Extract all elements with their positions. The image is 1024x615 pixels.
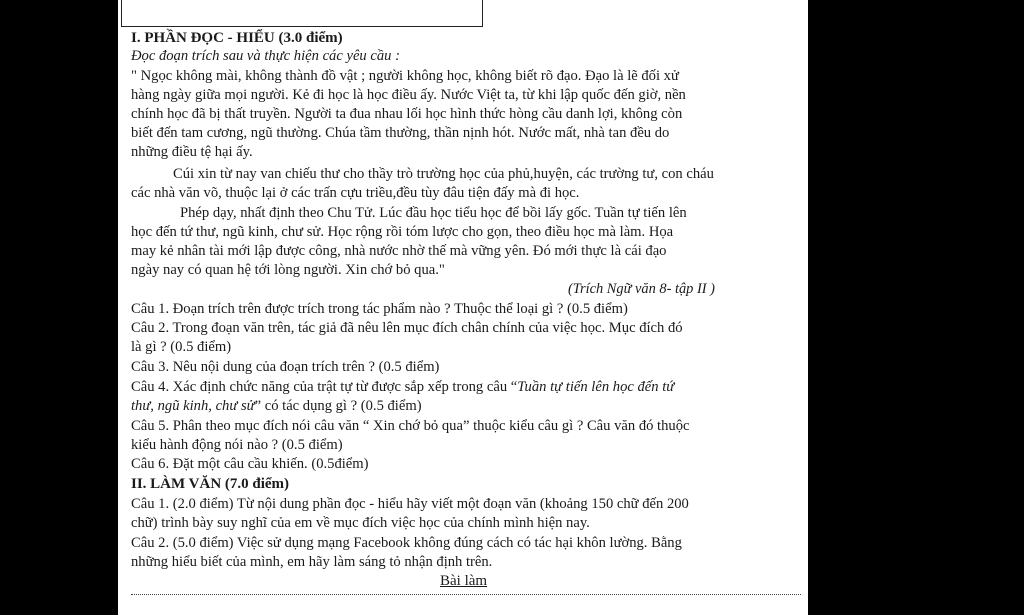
question-line: kiểu hành động nói nào ? (0.5 điểm) [131, 437, 343, 453]
essay-line: Câu 1. (2.0 điểm) Từ nội dung phần đọc - hiểu hãy viết một đoạn văn (khoảng 150 chữ đến 200 [131, 496, 689, 512]
q4-prefix: Câu 4. Xác định chức năng của trật tự từ được sắp xếp trong câu “ [131, 379, 518, 395]
passage-line: các nhà văn võ, thuộc lại ở các trấn cựu triều,đều tùy đâu tiện đấy mà đi học. [131, 185, 580, 201]
passage-line: học đến tứ thư, ngũ kinh, chư sử. Học rộng rồi tóm lược cho gọn, theo điều học mà làm. Họa [131, 224, 674, 240]
question-4-line-2 [131, 397, 422, 415]
essay-line: Câu 2. (5.0 điểm) Việc sử dụng mạng Facebook không đúng cách có tác hại khôn lường. Bằng [131, 535, 682, 551]
essay-line: chữ) trình bày suy nghĩ của em về mục đích việc học của chính mình hiện nay. [131, 515, 590, 531]
passage-line: hàng ngày giữa mọi người. Kẻ đi học là học điều ấy. Nước Việt ta, từ khi lập quốc đến giờ, nền [131, 87, 686, 103]
passage-line: Phép dạy, nhất định theo Chu Tử. Lúc đầu học tiểu học để bồi lấy gốc. Tuần tự tiến lên [180, 205, 687, 221]
question-line: Câu 3. Nêu nội dung của đoạn trích trên ? (0.5 điểm) [131, 359, 440, 375]
section2-heading: II. LÀM VĂN (7.0 điểm) [131, 476, 290, 492]
passage-line: Cúi xin từ nay van chiếu thư cho thầy trò trường học của phủ,huyện, các trường tư, con cháu [173, 166, 714, 182]
q4-suffix: ” có tác dụng gì ? (0.5 điểm) [254, 398, 422, 414]
header-box [121, 0, 483, 27]
citation: (Trích Ngữ văn 8- tập II ) [568, 281, 715, 297]
document-page [118, 0, 808, 615]
passage-line: chính học đã bị thất truyền. Người ta đua nhau lối học hình thức hòng cầu danh lợi, không còn [131, 106, 683, 122]
dotted-answer-line [131, 594, 801, 595]
section1-instruction: Đọc đoạn trích sau và thực hiện các yêu cầu : [131, 48, 400, 64]
question-line: Câu 5. Phân theo mục đích nói câu văn “ Xin chớ bỏ qua” thuộc kiểu câu gì ? Câu văn đó thuộc [131, 418, 690, 434]
q4-italic: thư, ngũ kinh, chư sử [131, 398, 255, 414]
answer-label: Bài làm [440, 573, 488, 589]
question-4-line-1 [131, 378, 674, 396]
question-line: Câu 6. Đặt một câu cầu khiến. (0.5điểm) [131, 456, 369, 472]
question-line: Câu 2. Trong đoạn văn trên, tác giả đã nêu lên mục đích chân chính của việc học. Mục đích đó [131, 320, 683, 336]
passage-line: biết đến tam cương, ngũ thường. Chúa tầm thường, thần nịnh hót. Nước mất, nhà tan đều do [131, 125, 670, 141]
passage-line: " Ngọc không mài, không thành đồ vật ; người không học, không biết rõ đạo. Đạo là lẽ đối xử [131, 68, 679, 84]
question-line: Câu 1. Đoạn trích trên được trích trong tác phẩm nào ? Thuộc thể loại gì ? (0.5 điểm) [131, 301, 628, 317]
passage-line: may kẻ nhân tài mới lập được công, nhà nước nhờ thế mà vững yên. Đó mới thực là cái đạo [131, 243, 667, 259]
section1-heading: I. PHẦN ĐỌC - HIỂU (3.0 điểm) [131, 30, 343, 46]
question-line: là gì ? (0.5 điểm) [131, 339, 232, 355]
q4-italic: Tuần tự tiến lên học đến tứ [517, 379, 675, 395]
passage-line: những điều tệ hại ấy. [131, 144, 253, 160]
essay-line: những hiểu biết của mình, em hãy làm sáng tỏ nhận định trên. [131, 554, 493, 570]
passage-line: ngày nay có quan hệ tới lòng người. Xin chớ bỏ qua." [131, 262, 445, 278]
